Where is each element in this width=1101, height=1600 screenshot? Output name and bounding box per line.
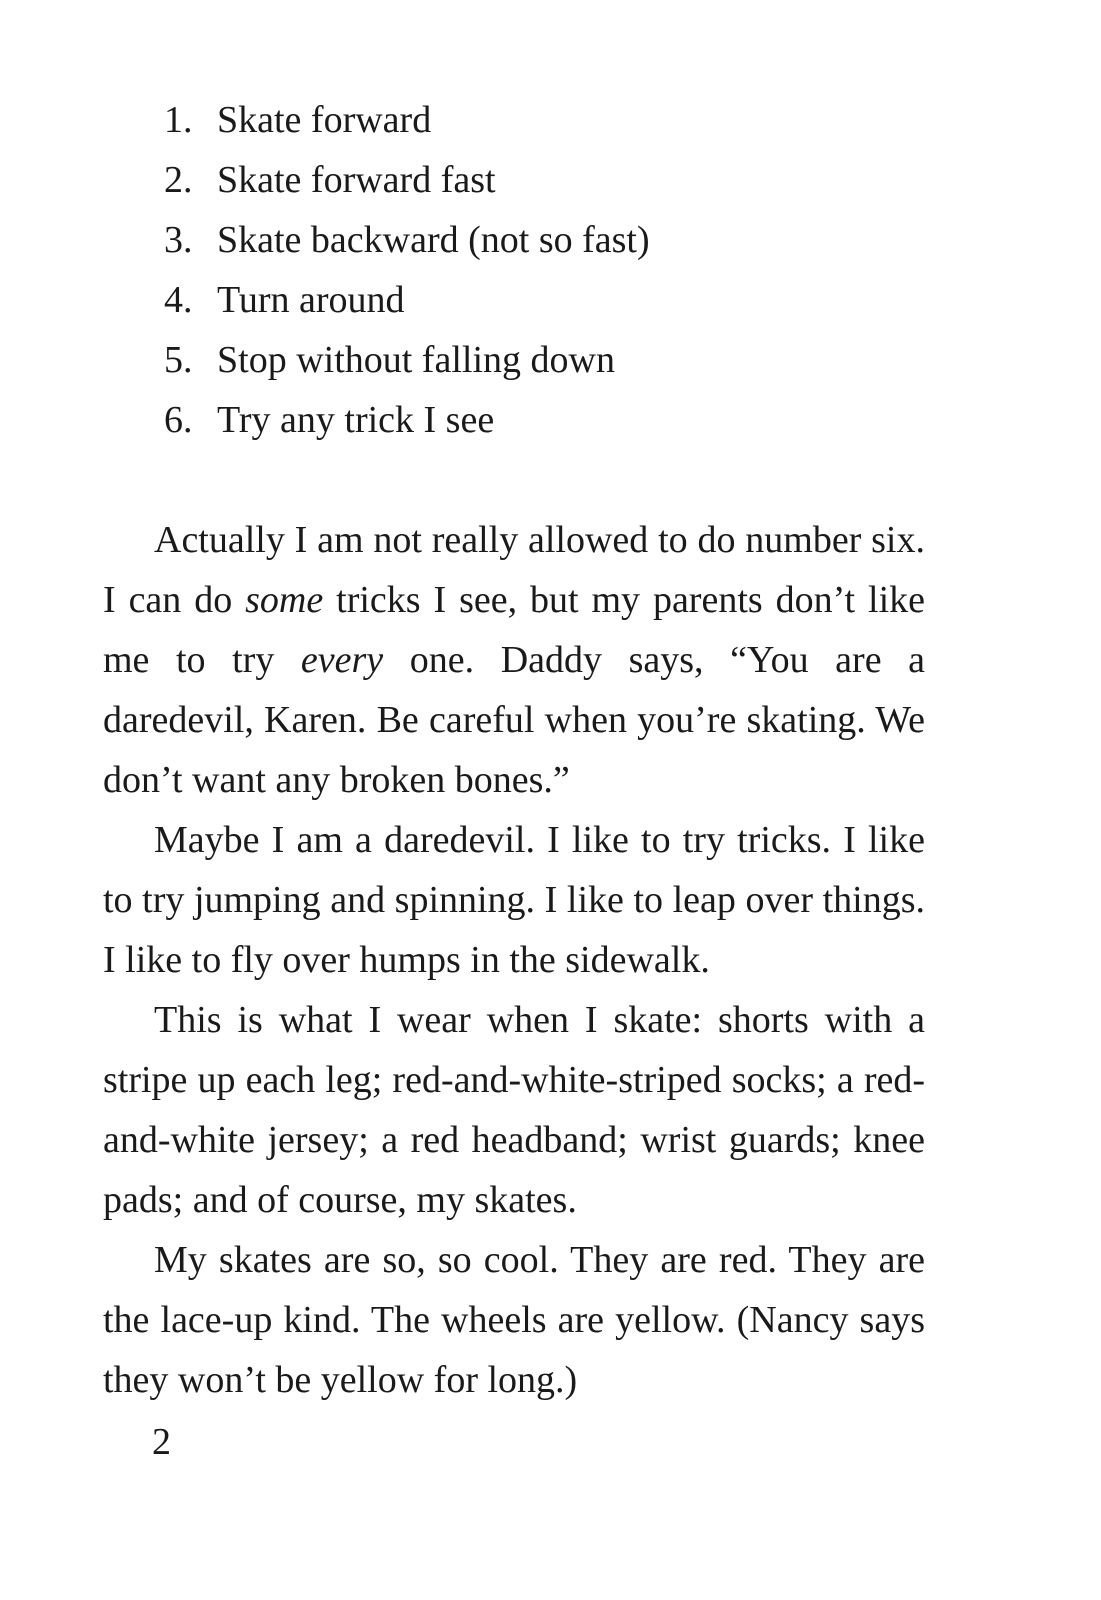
list-item-number: 5.	[164, 339, 193, 381]
page-number: 2	[152, 1421, 171, 1463]
list-item-number: 6.	[164, 399, 193, 441]
list-item-number: 3.	[164, 219, 193, 261]
paragraph-4: My skates are so, so cool. They are red. They are the lace-up kind. The wheels are yellow. (Nancy says they won’t be yellow for long.)	[103, 1239, 925, 1401]
paragraph-1-text-a: Actually I am not really allowed to do number six. I can do	[103, 519, 925, 621]
list-item	[164, 390, 650, 450]
list-item	[164, 90, 650, 150]
paragraph-1	[103, 510, 925, 810]
paragraph-1-emphasis-some: some	[245, 579, 324, 621]
paragraph-1-text-c: one. Daddy says, “You are a daredevil, Karen. Be careful when you’re skating. We don’t want any broken bones.”	[103, 639, 925, 801]
list-item-text: Stop without falling down	[217, 339, 615, 381]
body-text	[103, 510, 925, 1410]
list-item-number: 2.	[164, 159, 193, 201]
list-item	[164, 330, 650, 390]
list-item-text: Turn around	[217, 279, 405, 321]
paragraph-1-emphasis-every: every	[300, 639, 384, 681]
list-item	[164, 210, 650, 270]
list-item-number: 4.	[164, 279, 193, 321]
list-item	[164, 150, 650, 210]
list-item-number: 1.	[164, 99, 193, 141]
list-item	[164, 270, 650, 330]
list-item-text: Skate backward (not so fast)	[217, 219, 650, 261]
list-item-text: Try any trick I see	[217, 399, 495, 441]
list-item-text: Skate forward fast	[217, 159, 496, 201]
paragraph-1-text-b: tricks I see, but my parents don’t like me to try	[103, 579, 926, 681]
paragraph-3: This is what I wear when I skate: shorts with a stripe up each leg; red-and-white-striped socks; a red-and-white jersey; a red headband; wrist guards; knee pads; and of course, my skates.	[103, 999, 925, 1221]
skating-skills-list	[164, 90, 650, 450]
list-item-text: Skate forward	[217, 99, 432, 141]
paragraph-2: Maybe I am a daredevil. I like to try tricks. I like to try jumping and spinning. I like to leap over things. I like to fly over humps in the sidewalk.	[103, 819, 925, 981]
